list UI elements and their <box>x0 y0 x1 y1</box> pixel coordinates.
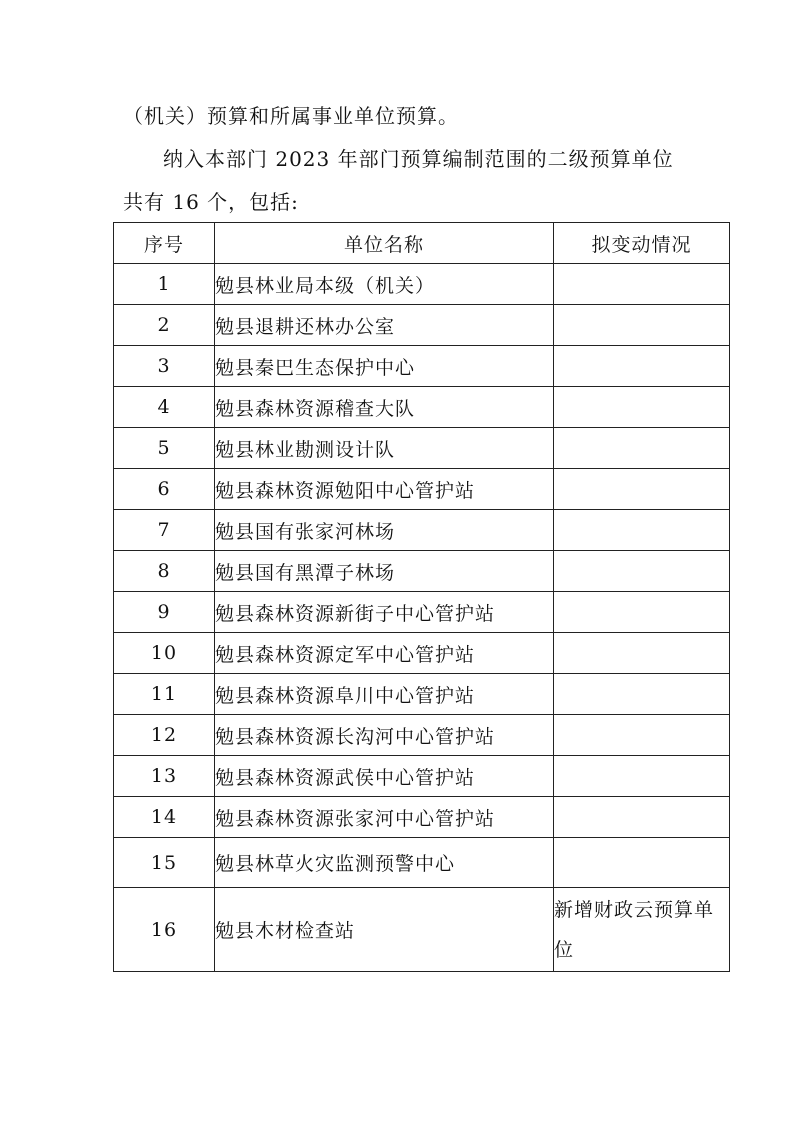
row-number: 12 <box>114 715 215 756</box>
row-number: 5 <box>114 428 215 469</box>
row-number: 6 <box>114 469 215 510</box>
planned-change <box>554 510 730 551</box>
unit-name: 勉县森林资源阜川中心管护站 <box>215 674 554 715</box>
table-row <box>114 797 730 838</box>
unit-name: 勉县森林资源长沟河中心管护站 <box>215 715 554 756</box>
row-number: 7 <box>114 510 215 551</box>
table-row <box>114 888 730 972</box>
table-row <box>114 674 730 715</box>
row-number: 14 <box>114 797 215 838</box>
row-number: 1 <box>114 264 215 305</box>
planned-change <box>554 551 730 592</box>
table-row <box>114 756 730 797</box>
unit-name: 勉县林业勘测设计队 <box>215 428 554 469</box>
table-row <box>114 551 730 592</box>
row-number: 9 <box>114 592 215 633</box>
planned-change <box>554 346 730 387</box>
unit-name: 勉县秦巴生态保护中心 <box>215 346 554 387</box>
table-row <box>114 510 730 551</box>
planned-change <box>554 592 730 633</box>
row-number: 8 <box>114 551 215 592</box>
planned-change <box>554 715 730 756</box>
planned-change <box>554 674 730 715</box>
row-number: 15 <box>114 838 215 888</box>
intro-line-2: 纳入本部门 2023 年部门预算编制范围的二级预算单位 <box>163 147 674 171</box>
unit-name: 勉县森林资源稽查大队 <box>215 387 554 428</box>
planned-change <box>554 797 730 838</box>
planned-change <box>554 633 730 674</box>
planned-change <box>554 305 730 346</box>
table-row <box>114 346 730 387</box>
planned-change <box>554 387 730 428</box>
table-row <box>114 387 730 428</box>
unit-name: 勉县森林资源武侯中心管护站 <box>215 756 554 797</box>
row-number: 11 <box>114 674 215 715</box>
planned-change <box>554 428 730 469</box>
row-number: 2 <box>114 305 215 346</box>
table-row <box>114 633 730 674</box>
planned-change <box>554 469 730 510</box>
planned-change: 新增财政云预算单位 <box>554 888 730 972</box>
table-row <box>114 715 730 756</box>
unit-name: 勉县林业局本级（机关） <box>215 264 554 305</box>
row-number: 16 <box>114 888 215 972</box>
unit-name: 勉县国有黑潭子林场 <box>215 551 554 592</box>
table-row <box>114 592 730 633</box>
table-row <box>114 469 730 510</box>
row-number: 10 <box>114 633 215 674</box>
table-header-row <box>114 223 730 264</box>
planned-change <box>554 838 730 888</box>
unit-name: 勉县森林资源勉阳中心管护站 <box>215 469 554 510</box>
unit-name: 勉县林草火灾监测预警中心 <box>215 838 554 888</box>
header-unit-name: 单位名称 <box>215 223 554 264</box>
intro-line-1: （机关）预算和所属事业单位预算。 <box>123 104 459 128</box>
row-number: 4 <box>114 387 215 428</box>
unit-name: 勉县森林资源定军中心管护站 <box>215 633 554 674</box>
row-number: 13 <box>114 756 215 797</box>
table-row <box>114 428 730 469</box>
unit-name: 勉县木材检查站 <box>215 888 554 972</box>
unit-name: 勉县森林资源张家河中心管护站 <box>215 797 554 838</box>
planned-change <box>554 264 730 305</box>
planned-change <box>554 756 730 797</box>
budget-units-table <box>113 222 730 972</box>
unit-name: 勉县国有张家河林场 <box>215 510 554 551</box>
table-row <box>114 305 730 346</box>
header-number: 序号 <box>114 223 215 264</box>
intro-line-3: 共有 16 个，包括: <box>123 190 299 214</box>
header-planned-change: 拟变动情况 <box>554 223 730 264</box>
row-number: 3 <box>114 346 215 387</box>
table-row <box>114 264 730 305</box>
table-row <box>114 838 730 888</box>
unit-name: 勉县退耕还林办公室 <box>215 305 554 346</box>
unit-name: 勉县森林资源新街子中心管护站 <box>215 592 554 633</box>
